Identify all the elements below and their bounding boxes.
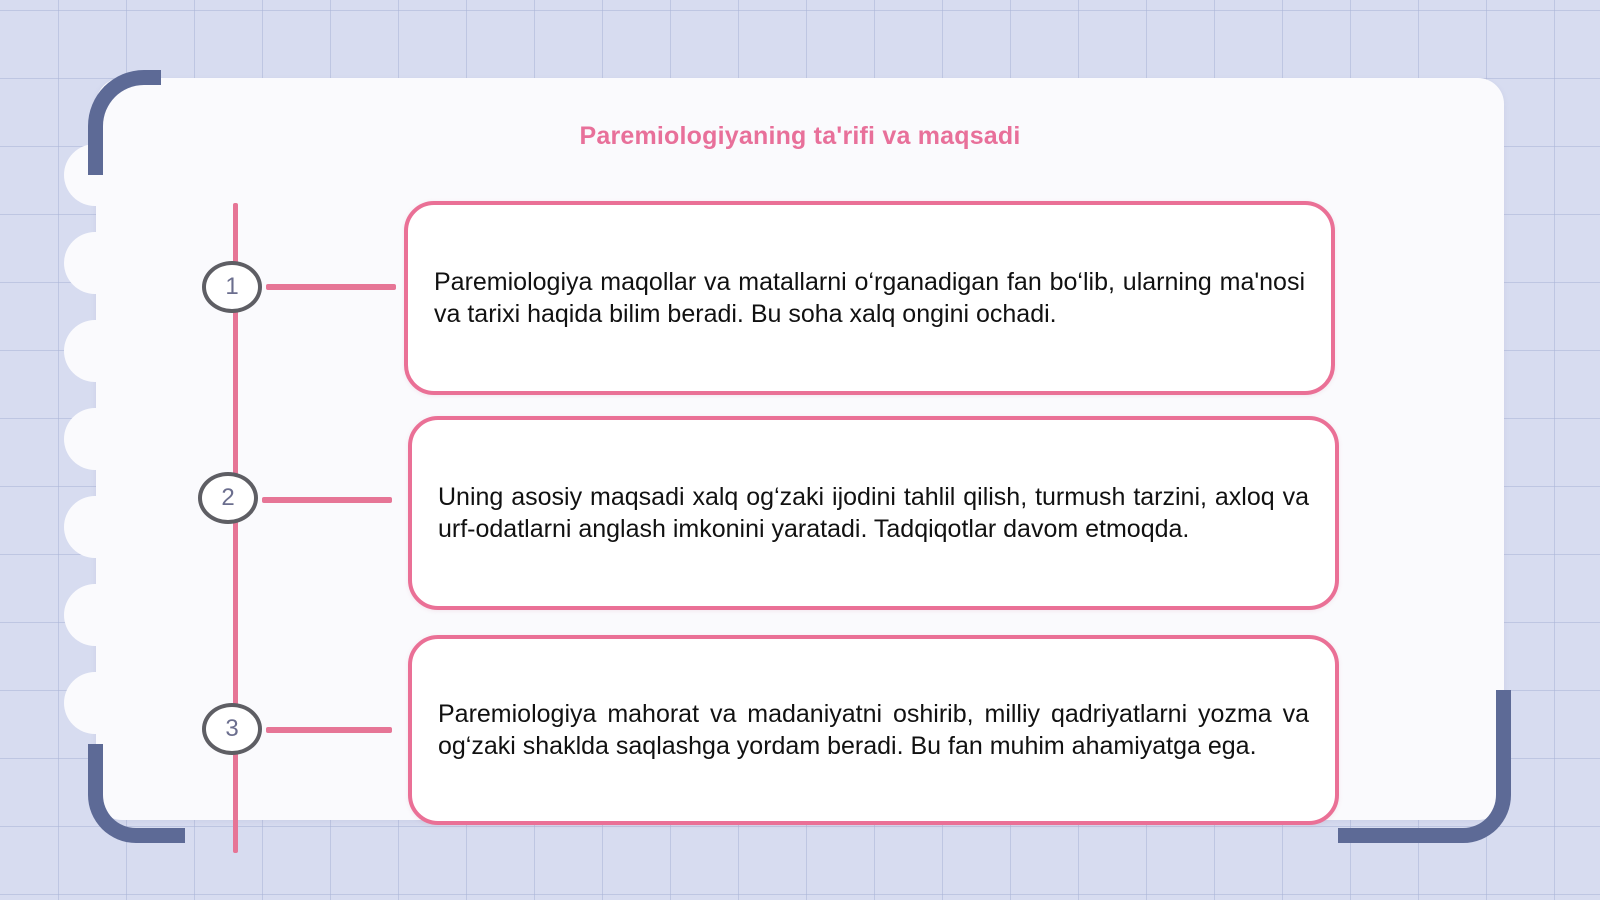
timeline-connector (262, 497, 392, 503)
scallop (64, 672, 126, 734)
timeline-node-1 (202, 261, 262, 313)
timeline-node-number: 2 (221, 484, 235, 511)
scallop (64, 320, 126, 382)
timeline-card-1 (404, 201, 1335, 395)
timeline-node-number: 1 (225, 273, 239, 300)
timeline-card-2 (408, 416, 1339, 610)
timeline-node-number: 3 (225, 715, 239, 742)
timeline-node-3 (202, 703, 262, 755)
corner-bracket-bottom-right (1338, 690, 1511, 843)
card-text: Uning asosiy maqsadi xalq og‘zaki ijodini tahlil qilish, turmush tarzini, axloq va urf-odatlarni anglash imkonini yaratadi. Tadqiqotlar davom etmoqda. (438, 483, 1309, 543)
scallop (64, 232, 126, 294)
scallop (64, 584, 126, 646)
corner-bracket-bottom-left (88, 744, 185, 843)
timeline-connector (266, 727, 392, 733)
timeline-connector (266, 284, 396, 290)
timeline-card-3 (408, 635, 1339, 825)
timeline-node-2 (198, 472, 258, 524)
card-text: Paremiologiya maqollar va matallarni o‘rganadigan fan bo‘lib, ularning ma'nosi va tarixi haqida bilim beradi. Bu soha xalq ongini ochadi. (434, 268, 1305, 328)
slide-title: Paremiologiyaning ta'rifi va maqsadi (579, 122, 1021, 150)
scallop (64, 408, 126, 470)
card-text: Paremiologiya mahorat va madaniyatni oshirib, milliy qadriyatlarni yozma va og‘zaki shaklda saqlashga yordam beradi. Bu fan muhim ahamiyatga ega. (438, 700, 1309, 760)
scallop (64, 496, 126, 558)
